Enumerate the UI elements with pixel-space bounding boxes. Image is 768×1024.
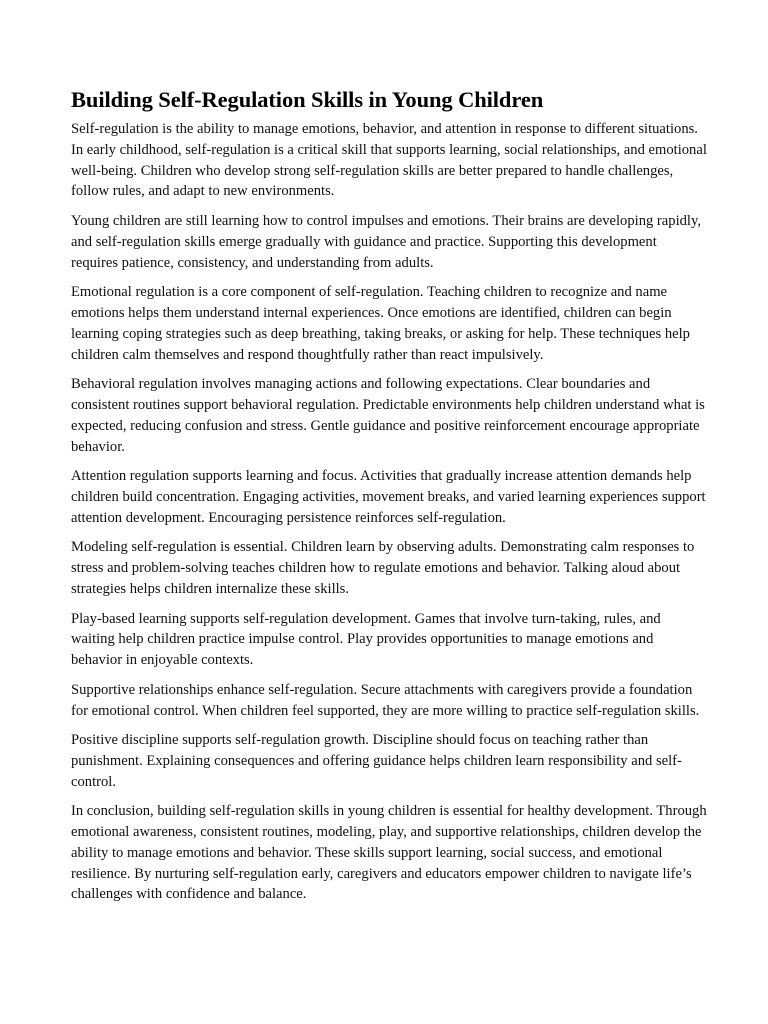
paragraph-conclusion: In conclusion, building self-regulation skills in young children is essential for healthy development. Through emotional awareness, consistent routines, modeling, play, and supportive relationships, children develop the ability to manage emotions and behavior. These skills support learning, social success, and emotional resilience. By nurturing self-regulation early, caregivers and educators empower children to navigate life’s challenges with confidence and balance. [71,803,707,903]
paragraph-positive-discipline: Positive discipline supports self-regulation growth. Discipline should focus on teaching rather than punishment. Explaining consequences and offering guidance helps children learn responsibility and self-control. [71,732,682,790]
paragraph-supportive-relationships: Supportive relationships enhance self-regulation. Secure attachments with caregivers provide a foundation for emotional control. When children feel supported, they are more willing to practice self-regulation skills. [71,681,700,719]
paragraph-behavioral-regulation: Behavioral regulation involves managing actions and following expectations. Clear boundaries and consistent routines support behavioral regulation. Predictable environments help children understand what is expected, reducing confusion and stress. Gentle guidance and positive reinforcement encourage appropriate behavior. [71,376,705,455]
paragraph-play-based-learning: Play-based learning supports self-regulation development. Games that involve turn-taking, rules, and waiting help children practice impulse control. Play provides opportunities to manage emotions and behavior in enjoyable contexts. [71,610,661,669]
paragraph-introduction: Self-regulation is the ability to manage emotions, behavior, and attention in response to different situations. In early childhood, self-regulation is a critical skill that supports learning, social relationships, and emotional well-being. Children who develop strong self-regulation skills are better prepared to handle challenges, follow rules, and adapt to new environments. [71,121,707,200]
paragraph-attention-regulation: Attention regulation supports learning and focus. Activities that gradually increase attention demands help children build concentration. Engaging activities, movement breaks, and varied learning experiences support attention development. Encouraging persistence reinforces self-regulation. [71,468,706,526]
paragraph-development: Young children are still learning how to control impulses and emotions. Their brains are developing rapidly, and self-regulation skills emerge gradually with guidance and practice. Supporting this development requires patience, consistency, and understanding from adults. [71,212,701,271]
paragraph-modeling: Modeling self-regulation is essential. Children learn by observing adults. Demonstrating calm responses to stress and problem-solving teaches children how to regulate emotions and behavior. Talking aloud about strategies helps children internalize these skills. [71,539,695,597]
paragraph-emotional-regulation: Emotional regulation is a core component of self-regulation. Teaching children to recognize and name emotions helps them understand internal experiences. Once emotions are identified, children can begin learning coping strategies such as deep breathing, taking breaks, or asking for help. These techniques help children calm themselves and respond thoughtfully rather than react impulsively. [71,284,690,363]
document-title: Building Self-Regulation Skills in Young Children [71,87,544,112]
document-page [71,86,707,914]
